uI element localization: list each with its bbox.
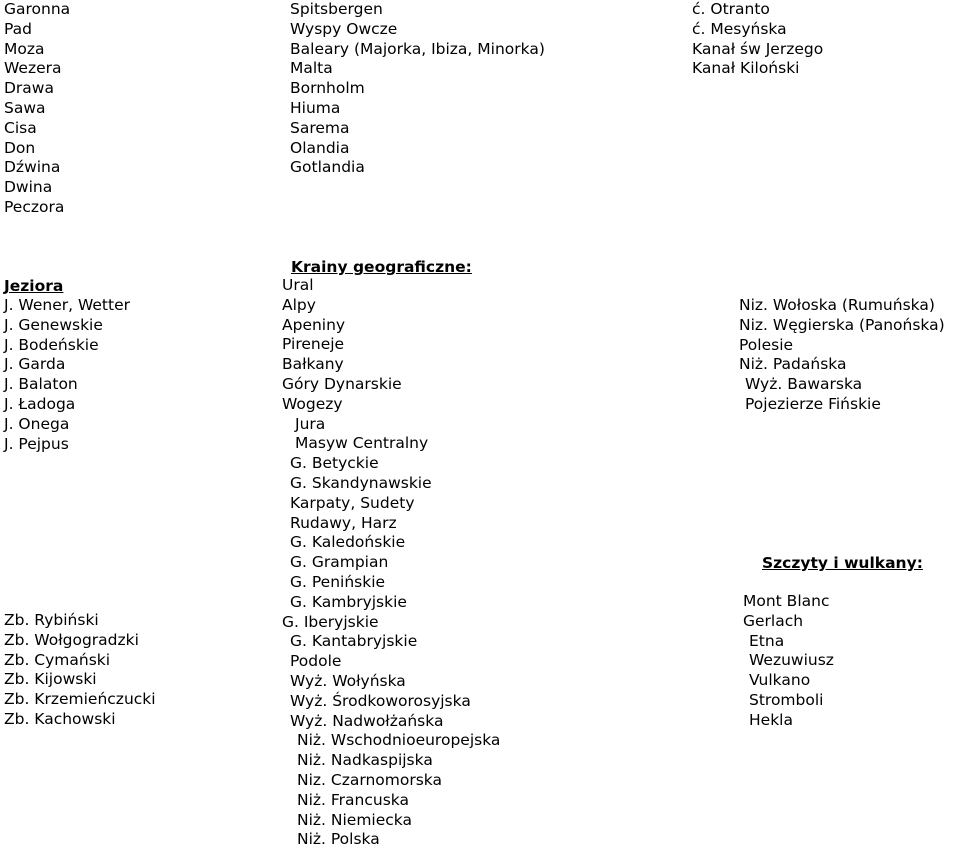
region-item: Wogezy <box>282 394 343 413</box>
river-item: Dwina <box>4 178 53 197</box>
region-item: Alpy <box>282 295 316 314</box>
river-item: Cisa <box>4 118 37 137</box>
island-item: Gotlandia <box>290 158 365 177</box>
island-item: Bornholm <box>290 79 365 98</box>
peak-item: Hekla <box>749 710 793 729</box>
river-item: Don <box>4 138 36 157</box>
region-item: Karpaty, Sudety <box>290 493 415 512</box>
peak-item: Wezuwiusz <box>749 651 834 670</box>
river-item: Peczora <box>4 198 65 216</box>
region-item: Wyż. Nadwołżańska <box>290 711 444 730</box>
island-item: Malta <box>290 59 333 78</box>
region-item: Apeniny <box>282 315 346 334</box>
peaks-heading: Szczyty i wulkany: <box>762 554 923 572</box>
region-item: Ural <box>282 276 314 294</box>
lowland-item: Niż. Padańska <box>739 355 847 374</box>
region-item: Niz. Czarnomorska <box>297 771 442 789</box>
island-item: Olandia <box>290 138 350 157</box>
island-item: Sarema <box>290 118 350 137</box>
region-item: Masyw Centralny <box>295 434 429 453</box>
lowland-item: Pojezierze Fińskie <box>745 395 881 413</box>
region-item: G. Skandynawskie <box>290 474 432 492</box>
river-item: Sawa <box>4 99 46 117</box>
lowland-item: Niz. Wołoska (Rumuńska) <box>739 296 935 314</box>
lowland-item: Wyż. Bawarska <box>745 375 863 394</box>
region-item: Niż. Francuska <box>297 790 409 809</box>
lowland-item: Polesie <box>739 335 794 354</box>
lake-item: J. Pejpus <box>4 434 69 453</box>
river-item: Moza <box>4 39 45 58</box>
strait-item: ć. Otranto <box>692 0 770 18</box>
river-item: Garonna <box>4 0 71 18</box>
region-item: Niż. Polska <box>297 830 380 849</box>
reservoir-item: Zb. Krzemieńczucki <box>4 690 156 709</box>
lake-item: J. Garda <box>4 355 66 374</box>
lake-item: J. Wener, Wetter <box>4 296 130 314</box>
strait-item: Kanał św Jerzego <box>692 39 824 58</box>
region-item: G. Betyckie <box>290 454 379 473</box>
region-item: Niż. Wschodnioeuropejska <box>297 731 501 750</box>
strait-item: Kanał Kiloński <box>692 59 800 78</box>
region-item: Góry Dynarskie <box>282 375 402 393</box>
region-item: Podole <box>290 652 342 671</box>
lake-item: J. Ładoga <box>4 395 76 413</box>
island-item: Spitsbergen <box>290 0 383 18</box>
region-item: Jura <box>295 414 326 433</box>
lake-item: J. Onega <box>4 414 70 433</box>
island-item: Baleary (Majorka, Ibiza, Minorka) <box>290 39 545 58</box>
region-item: Niż. Nadkaspijska <box>297 751 433 770</box>
reservoir-item: Zb. Kijowski <box>4 670 97 689</box>
region-item: Wyż. Środkoworosyjska <box>290 691 471 710</box>
lowland-item: Niz. Węgierska (Panońska) <box>739 315 945 334</box>
region-item: Bałkany <box>282 355 344 374</box>
river-item: Pad <box>4 19 32 38</box>
region-item: G. Penińskie <box>290 573 386 591</box>
region-item: G. Kantabryjskie <box>290 632 418 651</box>
region-item: G. Iberyjskie <box>282 612 379 631</box>
peak-item: Mont Blanc <box>743 592 830 610</box>
region-item: Rudawy, Harz <box>290 513 397 532</box>
peak-item: Vulkano <box>749 671 811 690</box>
reservoir-item: Zb. Kachowski <box>4 710 116 728</box>
peak-item: Stromboli <box>749 691 824 709</box>
river-item: Dźwina <box>4 158 61 177</box>
region-item: Niż. Niemiecka <box>297 810 412 829</box>
region-item: G. Grampian <box>290 553 389 572</box>
lakes-heading: Jeziora <box>4 277 64 295</box>
region-item: Pireneje <box>282 335 345 354</box>
lake-item: J. Genewskie <box>4 315 103 334</box>
strait-item: ć. Mesyńska <box>692 19 787 38</box>
regions-heading: Krainy geograficzne: <box>291 258 472 276</box>
region-item: G. Kambryjskie <box>290 592 407 611</box>
island-item: Hiuma <box>290 99 341 117</box>
river-item: Wezera <box>4 59 62 78</box>
island-item: Wyspy Owcze <box>290 19 398 38</box>
reservoir-item: Zb. Cymański <box>4 650 111 669</box>
peak-item: Etna <box>749 631 785 650</box>
peak-item: Gerlach <box>743 611 804 630</box>
lake-item: J. Bodeńskie <box>4 335 99 354</box>
region-item: G. Kaledońskie <box>290 533 406 552</box>
region-item: Wyż. Wołyńska <box>290 672 406 690</box>
reservoir-item: Zb. Rybiński <box>4 611 99 629</box>
lake-item: J. Balaton <box>4 375 78 394</box>
river-item: Drawa <box>4 79 54 98</box>
reservoir-item: Zb. Wołgogradzki <box>4 630 139 649</box>
